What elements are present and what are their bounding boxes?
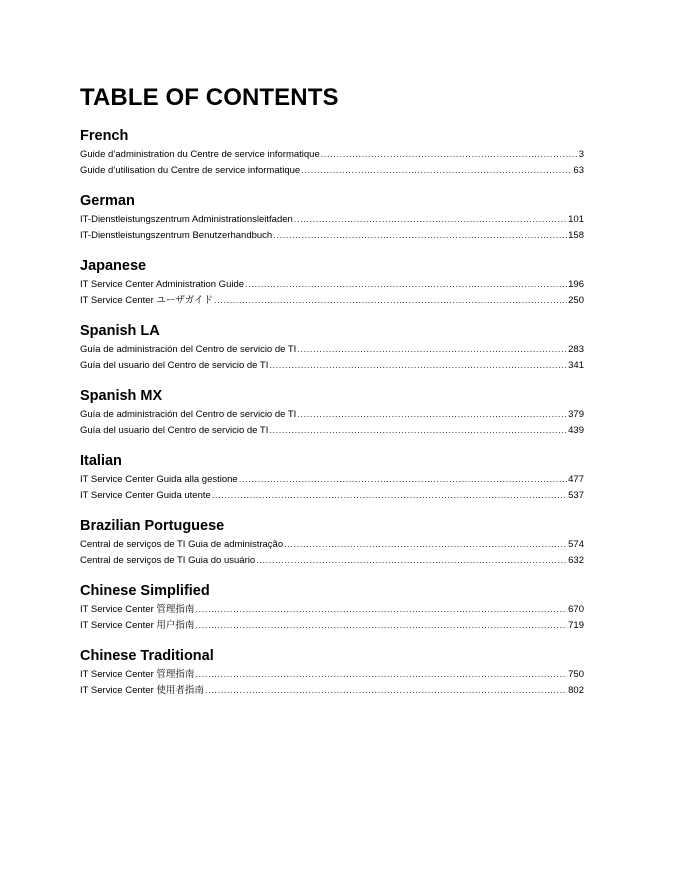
toc-entry[interactable] — [80, 228, 584, 244]
entry-page-number: 439 — [568, 425, 584, 436]
toc-entry[interactable] — [80, 277, 584, 293]
entry-title: IT Service Center Guida utente — [80, 490, 211, 501]
entry-page-number: 158 — [568, 230, 584, 241]
toc-entry[interactable] — [80, 472, 584, 488]
dot-leader — [301, 163, 572, 179]
entry-page-number: 719 — [568, 620, 584, 631]
entry-title: IT-Dienstleistungszentrum Benutzerhandbuch — [80, 230, 273, 241]
toc-section-chinese-simplified — [80, 581, 584, 634]
dot-leader — [256, 553, 567, 569]
entry-title: Central de serviços de TI Guia do usuário — [80, 555, 256, 566]
entry-title: Guía del usuario del Centro de servicio de TI — [80, 360, 269, 371]
toc-section-spanish-mx — [80, 386, 584, 439]
entry-title: IT-Dienstleistungszentrum Administrationsleitfaden — [80, 214, 293, 225]
dot-leader — [297, 407, 567, 423]
entry-page-number: 250 — [568, 295, 584, 306]
section-heading: Spanish LA — [80, 323, 160, 339]
dot-leader — [212, 488, 567, 504]
toc-entry[interactable] — [80, 163, 584, 179]
entry-page-number: 750 — [568, 669, 584, 680]
entry-page-number: 537 — [568, 490, 584, 501]
entry-title: IT Service Center Guida alla gestione — [80, 474, 238, 485]
entry-title: Guide d’administration du Centre de service informatique — [80, 149, 320, 160]
toc-entry[interactable] — [80, 537, 584, 553]
dot-leader — [239, 472, 567, 488]
entry-title: IT Service Center ユーザガイド — [80, 295, 213, 306]
entry-title: Guía de administración del Centro de servicio de TI — [80, 344, 297, 355]
toc-section-chinese-traditional — [80, 646, 584, 699]
toc-entry[interactable] — [80, 423, 584, 439]
toc-section-brazilian-portuguese — [80, 516, 584, 569]
dot-leader — [195, 667, 567, 683]
page-title: TABLE OF CONTENTS — [80, 84, 339, 111]
entry-page-number: 283 — [568, 344, 584, 355]
toc-section-french — [80, 126, 584, 179]
dot-leader — [245, 277, 567, 293]
toc-entry[interactable] — [80, 293, 584, 309]
dot-leader — [297, 342, 567, 358]
entry-title: IT Service Center 使用者指南 — [80, 685, 204, 696]
entry-page-number: 101 — [568, 214, 584, 225]
entry-page-number: 63 — [573, 165, 584, 176]
section-heading: Japanese — [80, 258, 147, 274]
section-heading: Spanish MX — [80, 388, 163, 404]
entry-title: IT Service Center 管理指南 — [80, 669, 195, 680]
dot-leader — [269, 358, 567, 374]
toc-section-spanish-la — [80, 321, 584, 374]
toc-entry[interactable] — [80, 147, 584, 163]
entry-page-number: 3 — [578, 149, 584, 160]
toc-section-german — [80, 191, 584, 244]
entry-title: IT Service Center 管理指南 — [80, 604, 195, 615]
entry-title: Guía del usuario del Centro de servicio de TI — [80, 425, 269, 436]
section-heading: Chinese Simplified — [80, 583, 210, 599]
entry-page-number: 477 — [568, 474, 584, 485]
toc-entry[interactable] — [80, 618, 584, 634]
section-heading: Brazilian Portuguese — [80, 518, 225, 534]
toc-section-italian — [80, 451, 584, 504]
toc-entry[interactable] — [80, 212, 584, 228]
dot-leader — [273, 228, 567, 244]
toc-entry[interactable] — [80, 488, 584, 504]
entry-title: Guide d’utilisation du Centre de service informatique — [80, 165, 301, 176]
section-heading: French — [80, 128, 129, 144]
entry-page-number: 802 — [568, 685, 584, 696]
dot-leader — [205, 683, 567, 699]
toc-section-japanese — [80, 256, 584, 309]
section-heading: German — [80, 193, 135, 209]
document-page — [80, 82, 584, 711]
entry-page-number: 379 — [568, 409, 584, 420]
dot-leader — [195, 602, 567, 618]
entry-title: IT Service Center Administration Guide — [80, 279, 245, 290]
entry-page-number: 196 — [568, 279, 584, 290]
entry-page-number: 670 — [568, 604, 584, 615]
entry-title: IT Service Center 用户指南 — [80, 620, 195, 631]
toc-entry[interactable] — [80, 683, 584, 699]
toc-entry[interactable] — [80, 602, 584, 618]
toc-entry[interactable] — [80, 342, 584, 358]
section-heading: Chinese Traditional — [80, 648, 214, 664]
entry-title: Central de serviços de TI Guia de administração — [80, 539, 284, 550]
dot-leader — [195, 618, 567, 634]
entry-page-number: 632 — [568, 555, 584, 566]
dot-leader — [214, 293, 567, 309]
toc-entry[interactable] — [80, 553, 584, 569]
dot-leader — [294, 212, 567, 228]
toc-entry[interactable] — [80, 667, 584, 683]
toc-entry[interactable] — [80, 407, 584, 423]
entry-title: Guía de administración del Centro de servicio de TI — [80, 409, 297, 420]
toc-entry[interactable] — [80, 358, 584, 374]
section-heading: Italian — [80, 453, 122, 469]
dot-leader — [284, 537, 567, 553]
entry-page-number: 341 — [568, 360, 584, 371]
dot-leader — [269, 423, 567, 439]
entry-page-number: 574 — [568, 539, 584, 550]
dot-leader — [321, 147, 578, 163]
